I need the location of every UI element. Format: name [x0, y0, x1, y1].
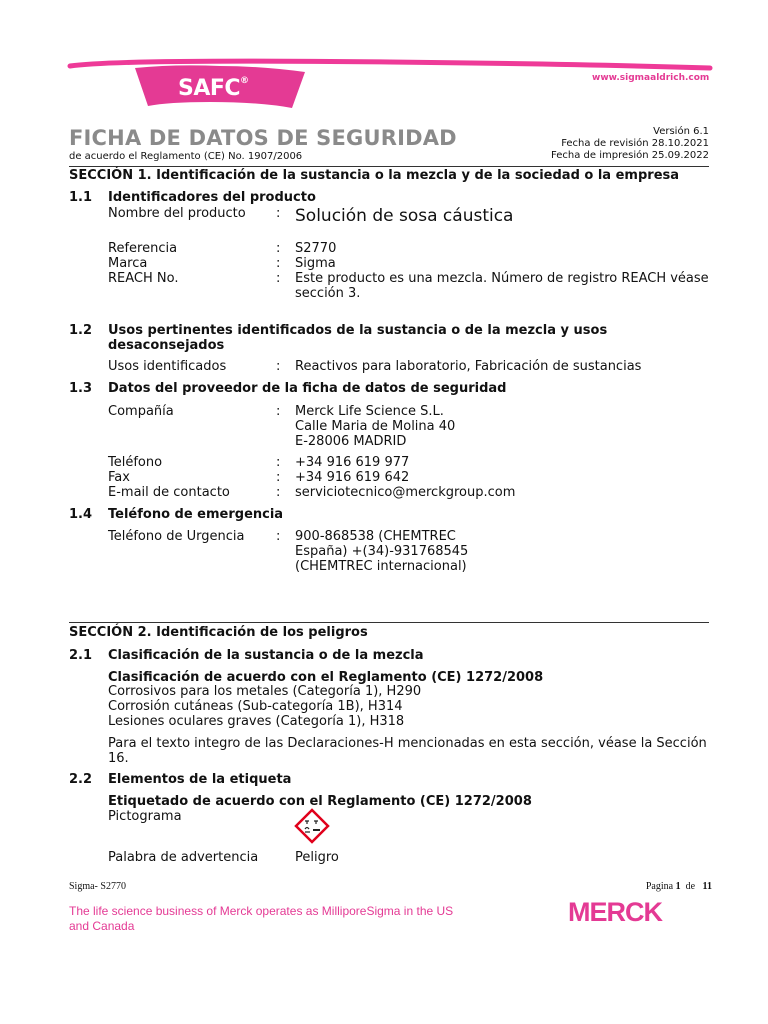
signal-word-label: Palabra de advertencia — [108, 850, 259, 865]
product-name: Solución de sosa cáustica — [295, 206, 514, 226]
header-banner — [60, 58, 720, 114]
urgent-value: 900-868538 (CHEMTREC España) +(34)-931768545 (CHEMTREC internacional) — [295, 529, 469, 574]
class-line-3: Lesiones oculares graves (Categoría 1), H318 — [108, 714, 405, 729]
colon: : — [276, 271, 281, 286]
page-title: FICHA DE DATOS DE SEGURIDAD — [69, 126, 457, 150]
version-text: Versión 6.1 — [653, 126, 709, 137]
urgent-label: Teléfono de Urgencia — [108, 529, 245, 544]
print-date: Fecha de impresión 25.09.2022 — [551, 150, 709, 161]
pictogram-label: Pictograma — [108, 809, 182, 824]
s14-title: Teléfono de emergencia — [108, 507, 284, 522]
colon: : — [276, 256, 281, 271]
class-line-1: Corrosivos para los metales (Categoría 1), H290 — [108, 684, 422, 699]
email-label: E-mail de contacto — [108, 485, 230, 500]
section1-rule — [69, 166, 709, 167]
class-line-2: Corrosión cutáneas (Sub-categoría 1B), H314 — [108, 699, 403, 714]
s11-title: Identificadores del producto — [108, 190, 316, 205]
company-line2: Calle Maria de Molina 40 — [295, 419, 456, 434]
colon: : — [276, 529, 281, 544]
website-link[interactable]: www.sigmaaldrich.com — [592, 73, 710, 83]
signal-word-value: Peligro — [295, 850, 339, 865]
page-indicator: Pagina 1 de 11 — [645, 881, 712, 892]
safc-logo: SAFC® — [178, 76, 249, 101]
section2-title: SECCIÓN 2. Identificación de los peligros — [69, 625, 368, 640]
merck-logo: MERCK — [568, 897, 662, 927]
colon: : — [276, 455, 281, 470]
colon: : — [276, 241, 281, 256]
revision-date: Fecha de revisión 28.10.2021 — [561, 138, 709, 149]
colon: : — [276, 470, 281, 485]
reach-label: REACH No. — [108, 271, 179, 286]
colon: : — [276, 404, 281, 419]
company-line3: E-28006 MADRID — [295, 434, 407, 449]
s21-title: Clasificación de la sustancia o de la mezcla — [108, 648, 424, 663]
section2-rule — [69, 622, 709, 623]
uses-value: Reactivos para laboratorio, Fabricación de sustancias — [295, 359, 642, 374]
fax-value: +34 916 619 642 — [295, 470, 410, 485]
s13-title: Datos del proveedor de la ficha de datos de seguridad — [108, 381, 507, 396]
s21-number: 2.1 — [69, 648, 93, 663]
colon: : — [276, 359, 281, 374]
s21-subtitle: Clasificación de acuerdo con el Reglamento (CE) 1272/2008 — [108, 670, 544, 685]
section1-title: SECCIÓN 1. Identificación de la sustancia o la mezcla y de la sociedad o la empresa — [69, 168, 680, 183]
brand-value: Sigma — [295, 256, 336, 271]
s14-number: 1.4 — [69, 507, 93, 522]
product-name-label: Nombre del producto — [108, 206, 246, 221]
footer-note: The life science business of Merck operates as MilliporeSigma in the US and Canada — [69, 904, 454, 933]
phone-label: Teléfono — [108, 455, 163, 470]
fax-label: Fax — [108, 470, 130, 485]
s12-title: Usos pertinentes identificados de la sustancia o de la mezcla y usos desaconsejados — [108, 323, 608, 353]
regulation-text: de acuerdo el Reglamento (CE) No. 1907/2006 — [69, 151, 303, 162]
s13-number: 1.3 — [69, 381, 93, 396]
company-label: Compañía — [108, 404, 174, 419]
s11-number: 1.1 — [69, 190, 93, 205]
uses-label: Usos identificados — [108, 359, 227, 374]
corrosion-pictogram-icon — [294, 808, 330, 844]
ref-label: Referencia — [108, 241, 178, 256]
ref-value: S2770 — [295, 241, 337, 256]
phone-value: +34 916 619 977 — [295, 455, 410, 470]
brand-label: Marca — [108, 256, 148, 271]
s12-number: 1.2 — [69, 323, 93, 338]
colon: : — [276, 206, 281, 221]
s22-title: Elementos de la etiqueta — [108, 772, 292, 787]
colon: : — [276, 485, 281, 500]
reach-value: Este producto es una mezcla. Número de registro REACH véase sección 3. — [295, 271, 709, 301]
company-line1: Merck Life Science S.L. — [295, 404, 444, 419]
s22-number: 2.2 — [69, 772, 93, 787]
h-statements-note: Para el texto integro de las Declaraciones-H mencionadas en esta sección, véase la Sección 16. — [108, 736, 707, 766]
s22-subtitle: Etiquetado de acuerdo con el Reglamento (CE) 1272/2008 — [108, 794, 532, 809]
footer-product-code: Sigma- S2770 — [69, 881, 126, 892]
email-value[interactable]: serviciotecnico@merckgroup.com — [295, 485, 516, 500]
